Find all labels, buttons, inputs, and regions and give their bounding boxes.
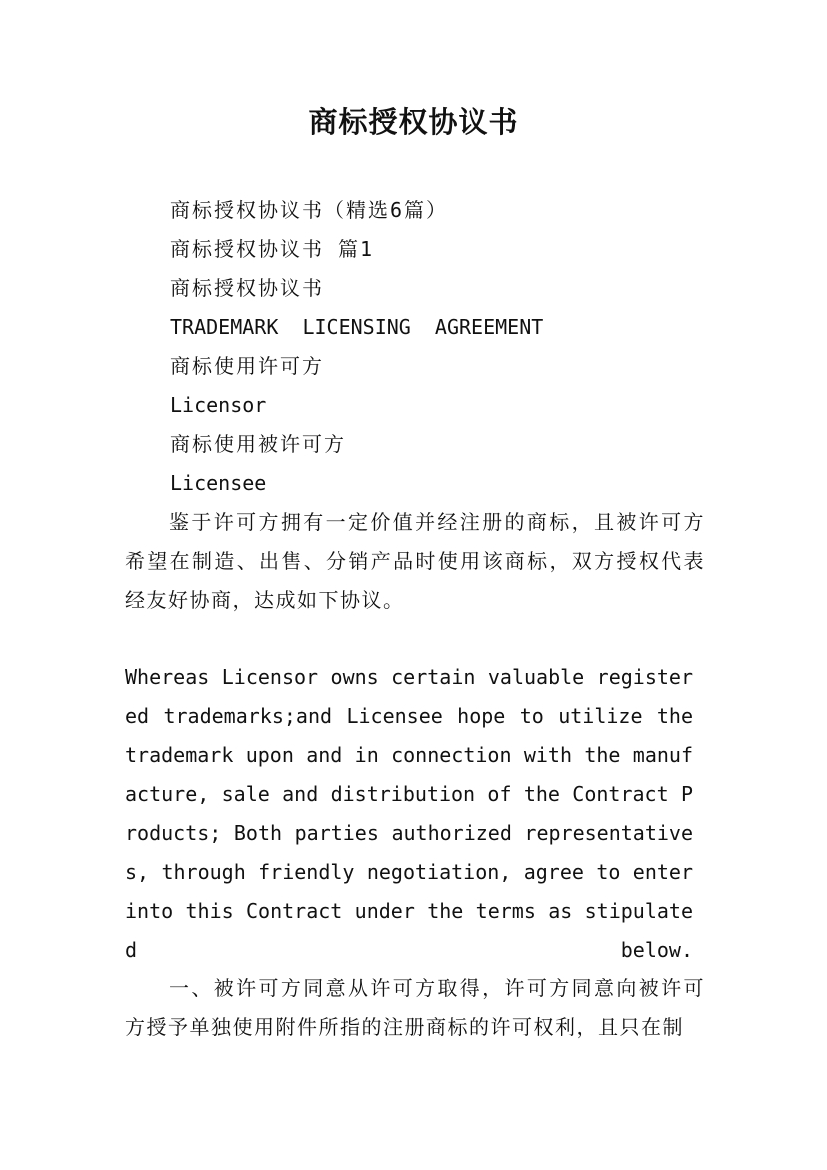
subtitle-line: 商标授权协议书（精选6篇） (170, 198, 449, 222)
document-title: 商标授权协议书 (308, 105, 519, 139)
section-heading-line: 商标授权协议书 篇1 (170, 237, 375, 261)
clause-one-paragraph-cn: 一、被许可方同意从许可方取得，许可方同意向被许可方授予单独使用附件所指的注册商标的许可权利，且只在制 (125, 976, 705, 1039)
agreement-title-cn: 商标授权协议书 (170, 276, 324, 300)
licensee-label-cn: 商标使用被许可方 (170, 432, 346, 456)
agreement-title-en: TRADEMARK LICENSING AGREEMENT (170, 315, 544, 339)
licensor-label-cn: 商标使用许可方 (170, 354, 324, 378)
licensor-label-en: Licensor (170, 393, 267, 417)
licensee-label-en: Licensee (170, 471, 267, 495)
whereas-paragraph-cn: 鉴于许可方拥有一定价值并经注册的商标，且被许可方希望在制造、出售、分销产品时使用该商标，双方授权代表经友好协商，达成如下协议。 (125, 510, 705, 612)
whereas-paragraph-en: Whereas Licensor owns certain valuable registered trademarks;and Licensee hope to utilize the trademark upon and in connection with the manufacture, sale and distribution of the Contract Products; Both parties authorized representatives, through friendly negotiation, agree to enter into this Contract under the terms as stipulated below. (125, 665, 693, 962)
